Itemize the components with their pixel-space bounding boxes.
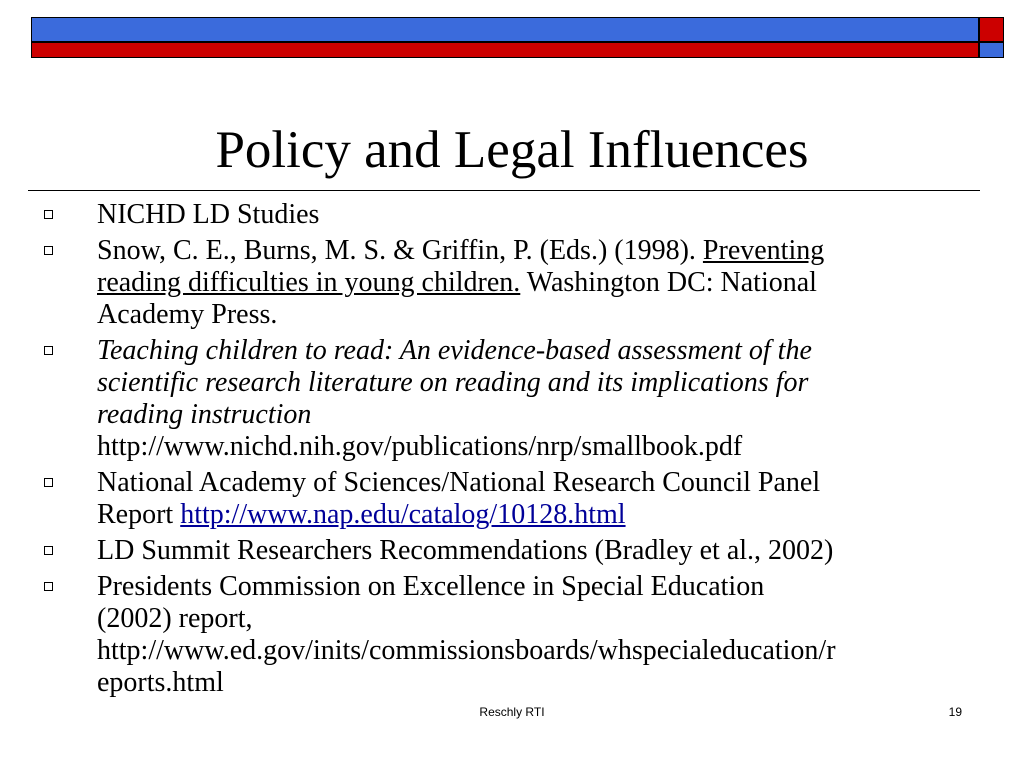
citation-authors: Snow, C. E., Burns, M. S. & Griffin, P. (Eds.) (1998).: [97, 235, 703, 266]
bullet-line: [97, 267, 1004, 299]
header-square-blue: [979, 42, 1004, 58]
square-bullet-icon: [44, 346, 53, 355]
report-title-line: scientific research literature on reading and its implications for: [97, 367, 809, 398]
bullet-list: [0, 199, 1024, 703]
report-title-line: reading instruction: [97, 399, 312, 430]
bullet-item: [0, 235, 1024, 331]
bullet-item: [0, 335, 1024, 463]
slide-title: Policy and Legal Influences: [215, 121, 809, 179]
square-bullet-icon: [44, 546, 53, 555]
bullet-item: [0, 571, 1024, 699]
citation-publisher: Washington DC: National: [520, 267, 817, 298]
citation-publisher: Academy Press.: [97, 299, 278, 330]
bullet-line: Presidents Commission on Excellence in Special Education: [97, 571, 765, 602]
bullet-line: eports.html: [97, 667, 224, 698]
title-divider: [28, 190, 980, 191]
bullet-text: LD Summit Researchers Recommendations (Bradley et al., 2002): [97, 535, 834, 566]
square-bullet-icon: [44, 246, 53, 255]
bullet-item: [0, 199, 1024, 231]
nap-catalog-link[interactable]: http://www.nap.edu/catalog/10128.html: [180, 499, 626, 530]
book-title-part: reading difficulties in young children.: [97, 267, 521, 298]
header-band-blue: [31, 17, 979, 42]
header-square-red: [979, 17, 1004, 42]
report-label: Report: [97, 499, 181, 530]
header-band-red: [31, 42, 979, 58]
bullet-line: National Academy of Sciences/National Research Council Panel: [97, 467, 821, 498]
bullet-line: [97, 499, 1004, 531]
bullet-item: [0, 467, 1024, 531]
square-bullet-icon: [44, 582, 53, 591]
bullet-text: NICHD LD Studies: [97, 199, 320, 230]
report-title-line: Teaching children to read: An evidence-based assessment of the: [97, 335, 812, 366]
bullet-line: [97, 235, 1004, 267]
square-bullet-icon: [44, 478, 53, 487]
bullet-item: [0, 535, 1024, 567]
footer-label: Reschly RTI: [479, 705, 545, 719]
report-url: http://www.nichd.nih.gov/publications/nrp/smallbook.pdf: [97, 431, 743, 462]
page-number: 19: [948, 705, 962, 719]
square-bullet-icon: [44, 210, 53, 219]
bullet-line: http://www.ed.gov/inits/commissionsboards/whspecialeducation/r: [97, 635, 836, 666]
book-title-part: Preventing: [702, 235, 825, 266]
bullet-line: (2002) report,: [97, 603, 253, 634]
